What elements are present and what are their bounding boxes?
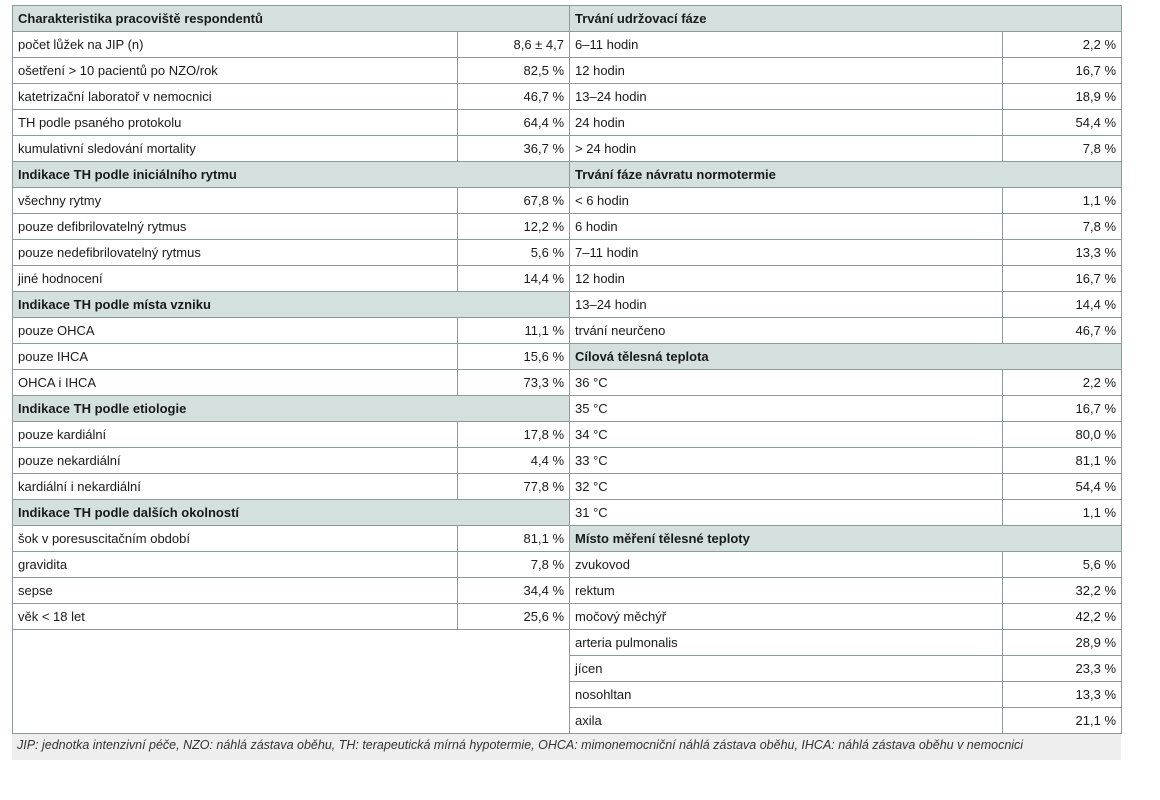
row-label: 12 hodin	[570, 58, 1003, 84]
row-label: axila	[570, 708, 1003, 734]
row-value: 28,9 %	[1003, 630, 1122, 656]
table-row	[13, 552, 1122, 578]
footnote: JIP: jednotka intenzivní péče, NZO: náhlá zástava oběhu, TH: terapeutická mírná hypotermie, OHCA: mimonemocniční náhlá zástava oběhu, IHCA: náhlá zástava oběhu v nemocnici	[12, 734, 1121, 760]
section-header: Charakteristika pracoviště respondentů	[13, 6, 570, 32]
row-label: všechny rytmy	[13, 188, 458, 214]
row-value: 14,4 %	[458, 266, 570, 292]
row-value: 1,1 %	[1003, 188, 1122, 214]
row-value: 5,6 %	[1003, 552, 1122, 578]
row-label: 6–11 hodin	[570, 32, 1003, 58]
table-row	[13, 110, 1122, 136]
row-label: 36 °C	[570, 370, 1003, 396]
row-label: věk < 18 let	[13, 604, 458, 630]
table-row	[13, 370, 1122, 396]
row-value: 8,6 ± 4,7	[458, 32, 570, 58]
row-label: sepse	[13, 578, 458, 604]
table-row	[13, 32, 1122, 58]
section-header: Indikace TH podle místa vzniku	[13, 292, 570, 318]
row-label: 32 °C	[570, 474, 1003, 500]
section-header: Místo měření tělesné teploty	[570, 526, 1122, 552]
table-row	[13, 422, 1122, 448]
table-row	[13, 136, 1122, 162]
row-value: 13,3 %	[1003, 240, 1122, 266]
row-value: 13,3 %	[1003, 682, 1122, 708]
table-row	[13, 500, 1122, 526]
row-label: TH podle psaného protokolu	[13, 110, 458, 136]
table-row	[13, 448, 1122, 474]
table-row	[13, 214, 1122, 240]
row-value: 25,6 %	[458, 604, 570, 630]
row-value: 7,8 %	[458, 552, 570, 578]
row-label: zvukovod	[570, 552, 1003, 578]
row-value: 32,2 %	[1003, 578, 1122, 604]
row-label: 13–24 hodin	[570, 292, 1003, 318]
row-label: jícen	[570, 656, 1003, 682]
table-row	[13, 318, 1122, 344]
row-value: 2,2 %	[1003, 370, 1122, 396]
row-value: 82,5 %	[458, 58, 570, 84]
row-label: 13–24 hodin	[570, 84, 1003, 110]
row-value: 64,4 %	[458, 110, 570, 136]
row-label: kardiální i nekardiální	[13, 474, 458, 500]
table-row	[13, 58, 1122, 84]
row-label: pouze kardiální	[13, 422, 458, 448]
row-value: 15,6 %	[458, 344, 570, 370]
table-row	[13, 344, 1122, 370]
table-row	[13, 84, 1122, 110]
row-label: 31 °C	[570, 500, 1003, 526]
empty-cell	[13, 630, 570, 734]
table-body	[13, 6, 1122, 734]
row-value: 73,3 %	[458, 370, 570, 396]
row-value: 5,6 %	[458, 240, 570, 266]
section-header: Trvání fáze návratu normotermie	[570, 162, 1122, 188]
row-value: 36,7 %	[458, 136, 570, 162]
row-label: šok v poresuscitačním období	[13, 526, 458, 552]
row-value: 54,4 %	[1003, 474, 1122, 500]
section-header: Indikace TH podle etiologie	[13, 396, 570, 422]
row-value: 67,8 %	[458, 188, 570, 214]
row-label: nosohltan	[570, 682, 1003, 708]
row-value: 2,2 %	[1003, 32, 1122, 58]
data-table	[12, 5, 1122, 734]
row-value: 7,8 %	[1003, 214, 1122, 240]
section-header: Cílová tělesná teplota	[570, 344, 1122, 370]
row-label: 12 hodin	[570, 266, 1003, 292]
row-value: 81,1 %	[458, 526, 570, 552]
row-label: 34 °C	[570, 422, 1003, 448]
table-row	[13, 240, 1122, 266]
row-label: pouze defibrilovatelný rytmus	[13, 214, 458, 240]
row-label: > 24 hodin	[570, 136, 1003, 162]
row-value: 34,4 %	[458, 578, 570, 604]
row-label: močový měchýř	[570, 604, 1003, 630]
row-label: 33 °C	[570, 448, 1003, 474]
row-value: 42,2 %	[1003, 604, 1122, 630]
row-value: 17,8 %	[458, 422, 570, 448]
table-row	[13, 578, 1122, 604]
table-row	[13, 474, 1122, 500]
row-label: rektum	[570, 578, 1003, 604]
section-header: Trvání udržovací fáze	[570, 6, 1122, 32]
row-value: 12,2 %	[458, 214, 570, 240]
table-row	[13, 266, 1122, 292]
row-value: 1,1 %	[1003, 500, 1122, 526]
table-row	[13, 604, 1122, 630]
row-value: 11,1 %	[458, 318, 570, 344]
row-label: ošetření > 10 pacientů po NZO/rok	[13, 58, 458, 84]
table-row	[13, 292, 1122, 318]
row-label: katetrizační laboratoř v nemocnici	[13, 84, 458, 110]
section-header: Indikace TH podle dalších okolností	[13, 500, 570, 526]
table-row	[13, 188, 1122, 214]
table-row	[13, 6, 1122, 32]
row-label: jiné hodnocení	[13, 266, 458, 292]
row-label: 6 hodin	[570, 214, 1003, 240]
table-row	[13, 630, 1122, 656]
row-label: počet lůžek na JIP (n)	[13, 32, 458, 58]
row-value: 21,1 %	[1003, 708, 1122, 734]
row-label: pouze OHCA	[13, 318, 458, 344]
table-container	[12, 5, 1121, 760]
table-row	[13, 396, 1122, 422]
row-label: 35 °C	[570, 396, 1003, 422]
table-row	[13, 162, 1122, 188]
table-row	[13, 526, 1122, 552]
row-label: pouze nedefibrilovatelný rytmus	[13, 240, 458, 266]
row-label: 7–11 hodin	[570, 240, 1003, 266]
row-label: 24 hodin	[570, 110, 1003, 136]
row-label: < 6 hodin	[570, 188, 1003, 214]
row-label: pouze nekardiální	[13, 448, 458, 474]
row-value: 16,7 %	[1003, 266, 1122, 292]
row-label: pouze IHCA	[13, 344, 458, 370]
row-label: OHCA i IHCA	[13, 370, 458, 396]
row-label: gravidita	[13, 552, 458, 578]
row-value: 16,7 %	[1003, 396, 1122, 422]
row-value: 81,1 %	[1003, 448, 1122, 474]
row-label: kumulativní sledování mortality	[13, 136, 458, 162]
row-value: 4,4 %	[458, 448, 570, 474]
row-label: trvání neurčeno	[570, 318, 1003, 344]
row-value: 18,9 %	[1003, 84, 1122, 110]
section-header: Indikace TH podle iniciálního rytmu	[13, 162, 570, 188]
row-value: 16,7 %	[1003, 58, 1122, 84]
row-label: arteria pulmonalis	[570, 630, 1003, 656]
row-value: 77,8 %	[458, 474, 570, 500]
row-value: 46,7 %	[458, 84, 570, 110]
row-value: 54,4 %	[1003, 110, 1122, 136]
row-value: 80,0 %	[1003, 422, 1122, 448]
row-value: 23,3 %	[1003, 656, 1122, 682]
row-value: 7,8 %	[1003, 136, 1122, 162]
row-value: 14,4 %	[1003, 292, 1122, 318]
row-value: 46,7 %	[1003, 318, 1122, 344]
